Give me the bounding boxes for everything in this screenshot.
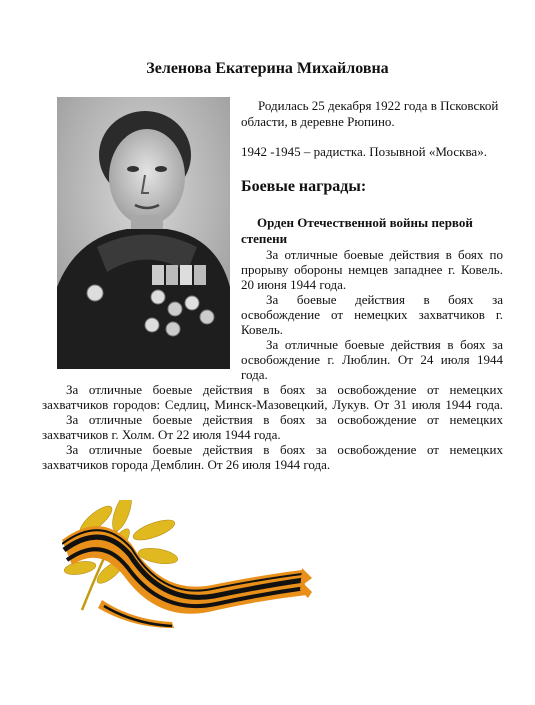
award-4-line-2: захватчиков городов: Седлиц, Минск-Мазовецкий, Лукув. От 31 июля 1944 года. <box>42 397 503 412</box>
award-2-line-2: освобождение от немецких захватчиков г. <box>241 307 503 322</box>
award-3-line-2: освобождение г. Люблин. От 24 июля 1944 <box>241 352 503 367</box>
st-george-ribbon-icon <box>62 500 312 630</box>
order-title-line-1: Орден Отечественной войны первой <box>257 215 473 230</box>
award-2-line-1: За боевые действия в боях за <box>266 292 503 307</box>
award-3-line-1: За отличные боевые действия в боях за <box>266 337 503 352</box>
portrait-photo <box>57 97 230 369</box>
page-title: Зеленова Екатерина Михайловна <box>146 60 389 77</box>
award-1-line-2: прорыву обороны немцев западнее г. Ковель. <box>241 262 503 277</box>
award-6-line-2: захватчиков города Демблин. От 26 июля 1944 года. <box>42 457 331 472</box>
award-5-line-1: За отличные боевые действия в боях за освобождение от немецких <box>66 412 503 427</box>
award-4-line-1: За отличные боевые действия в боях за освобождение от немецких <box>66 382 503 397</box>
awards-heading: Боевые награды: <box>241 178 367 195</box>
award-6-line-1: За отличные боевые действия в боях за освобождение от немецких <box>66 442 503 457</box>
award-2-line-3: Ковель. <box>241 322 284 337</box>
award-3-line-3: года. <box>241 367 268 382</box>
birth-line-2: области, в деревне Рюпино. <box>241 114 395 129</box>
order-title-line-2: степени <box>241 231 288 246</box>
award-1-line-3: 20 июня 1944 года. <box>241 277 347 292</box>
service-line: 1942 -1945 – радистка. Позывной «Москва». <box>241 144 487 159</box>
award-1-line-1: За отличные боевые действия в боях по <box>266 247 503 262</box>
birth-line-1: Родилась 25 декабря 1922 года в Псковской <box>258 98 499 113</box>
award-5-line-2: захватчиков г. Холм. От 22 июля 1944 года. <box>42 427 281 442</box>
